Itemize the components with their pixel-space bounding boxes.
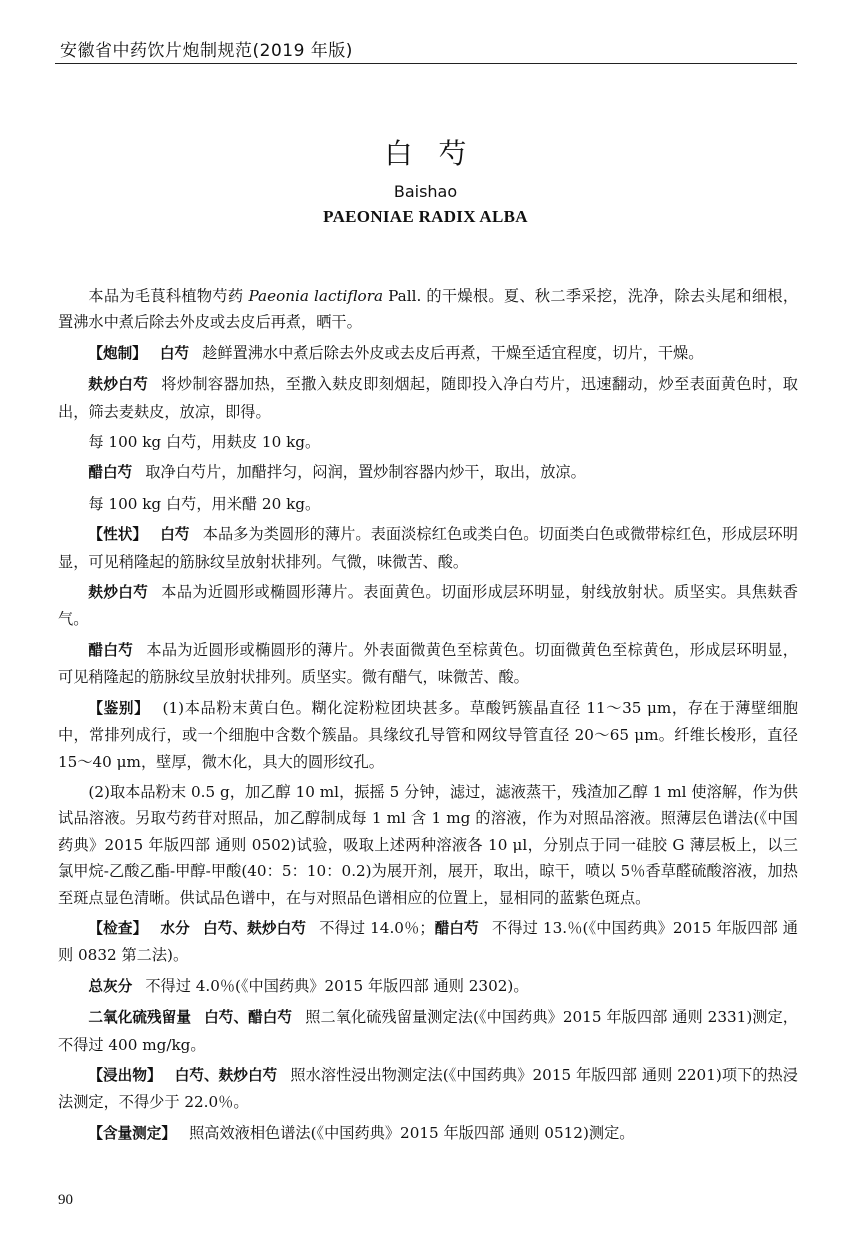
monograph-body <box>58 283 798 1151</box>
paragraph-intro <box>58 283 798 336</box>
running-header-title: 安徽省中药饮片炮制规范(2019 年版) <box>60 41 353 61</box>
paragraph-paozhi-fuchao-ratio <box>58 429 798 455</box>
entry-title-latin: PAEONIAE RADIX ALBA <box>323 207 528 226</box>
bold-heading: 【性状】 <box>88 526 148 544</box>
paragraph-paozhi-cu-ratio <box>58 491 798 517</box>
text-run: 本品多为类圆形的薄片。表面淡棕红色或类白色。切面类白色或微带棕红色，形成层环明显，可见稍隆起的筋脉纹呈放射状排列。气微，味微苦、酸。 <box>58 525 798 571</box>
bold-heading: 【浸出物】 <box>88 1066 162 1084</box>
bold-heading: 总灰分 <box>88 977 133 995</box>
text-run: 本品为毛茛科植物芍药 <box>88 287 249 305</box>
text-run: 本品为近圆形或椭圆形的薄片。外表面微黄色至棕黄色。切面微黄色至棕黄色，形成层环明显，可见稍隆起的筋脉纹呈放射状排列。质坚实。微有醋气，味微苦、酸。 <box>58 640 798 687</box>
bold-heading: 白芍 <box>160 526 190 544</box>
paragraph-paozhi-fuchao <box>58 371 798 425</box>
bold-heading: 【炮制】 <box>88 344 147 362</box>
paragraph-hanliang <box>58 1120 798 1147</box>
text-run: 照水溶性浸出物测定法(《中国药典》2015 年版四部 通则 2201)项下的热浸法测定，不得少于 22.0％。 <box>58 1065 798 1112</box>
paragraph-xingzhuang-baishao <box>58 521 798 575</box>
paragraph-jiancha-shuifen <box>58 915 798 969</box>
text-run: (2)取本品粉末 0.5 g，加乙醇 10 ml，振摇 5 分钟，滤过，滤液蒸干，残渣加乙醇 1 ml 使溶解，作为供试品溶液。另取芍药苷对照品，加乙醇制成每 1 ml 含 1 mg 的溶液，作为对照品溶液。照薄层色谱法(《中国药典》2015 年版四部 通则 0502)试验，吸取上述两种溶液各 10 μl，分别点于同一硅胶 G 薄层板上，以三氯甲烷-乙酸乙酯-甲醇-甲酸(40：5：10：0.2)为展开剂，展开，取出，晾干，喷以 5％香草醛硫酸溶液，加热至斑点显色清晰。供试品色谱中，在与对照品色谱相应的位置上，显相同的蓝紫色斑点。 <box>58 782 798 907</box>
bold-heading: 醋白芍 <box>88 641 134 659</box>
bold-heading: 【检查】 <box>88 919 148 937</box>
paragraph-jianbie-1 <box>58 695 798 775</box>
text-run: 取净白芍片，加醋拌匀，闷润，置炒制容器内炒干，取出，放凉。 <box>145 463 586 482</box>
text-run: 每 100 kg 白芍，用米醋 20 kg。 <box>88 494 321 513</box>
bold-heading: 白芍、麸炒白芍 <box>174 1066 278 1084</box>
bold-heading: 麸炒白芍 <box>88 376 149 394</box>
text-run: Pall. 的干燥根。夏、秋二季采挖，洗净，除去头尾和细根，置沸水中煮后除去外皮或去皮后再煮，晒干。 <box>58 287 799 332</box>
text-run: (1)本品粉末黄白色。糊化淀粉粒团块甚多。草酸钙簇晶直径 11～35 μm，存在于薄壁细胞中，常排列成行，或一个细胞中含数个簇晶。具缘纹孔导管和网纹导管直径 20～65 μm。纤维长梭形，直径 15～40 μm，壁厚，微木化，具大的圆形纹孔。 <box>58 698 798 771</box>
bold-heading: 醋白芍 <box>434 919 479 937</box>
paragraph-xingzhuang-cu <box>58 637 798 691</box>
text-run: 本品为近圆形或椭圆形薄片。表面黄色。切面形成层环明显，射线放射状。质坚实。具焦麸香气。 <box>58 583 798 629</box>
text-run: 趁鲜置沸水中煮后除去外皮或去皮后再煮，干燥至适宜程度，切片，干燥。 <box>202 343 704 362</box>
bold-heading: 二氧化硫残留量 <box>88 1009 191 1027</box>
bold-heading: 【鉴别】 <box>88 699 150 717</box>
bold-heading: 醋白芍 <box>88 464 133 482</box>
entry-title-chinese: 白芍 <box>384 137 493 170</box>
bold-heading: 水分 <box>160 919 190 937</box>
text-run: 不得过 4.0％(《中国药典》2015 年版四部 通则 2302)。 <box>145 976 529 995</box>
paragraph-paozhi-cu <box>58 459 798 486</box>
text-run: 照二氧化硫残留量测定法(《中国药典》2015 年版四部 通则 2331)测定，不得过 400 mg/kg。 <box>58 1008 798 1054</box>
paragraph-xingzhuang-fuchao <box>58 579 798 633</box>
bold-heading: 白芍 <box>159 344 190 362</box>
paragraph-jianbie-2 <box>58 779 798 911</box>
header-rule <box>55 63 797 64</box>
text-run: 照高效液相色谱法(《中国药典》2015 年版四部 通则 0512)测定。 <box>189 1123 635 1142</box>
bold-heading: 白芍、麸炒白芍 <box>203 919 307 937</box>
page-number: 90 <box>58 1192 73 1208</box>
paragraph-jiancha-huifen <box>58 973 798 1000</box>
text-run: 不得过 14.0％； <box>319 918 435 937</box>
text-run: 不得过 13.％(《中国药典》2015 年版四部 通则 0832 第二法)。 <box>58 918 798 965</box>
paragraph-jiancha-so2 <box>58 1004 798 1058</box>
text-run: 将炒制容器加热，至撒入麸皮即刻烟起，随即投入净白芍片，迅速翻动，炒至表面黄色时，取出，筛去麦麸皮，放凉，即得。 <box>58 375 798 421</box>
bold-heading: 【含量测定】 <box>88 1124 176 1142</box>
text-run: 每 100 kg 白芍，用麸皮 10 kg。 <box>88 433 321 452</box>
paragraph-paozhi-baishao <box>58 340 798 367</box>
entry-title-pinyin: Baishao <box>393 182 458 201</box>
paragraph-jinchuwu <box>58 1062 798 1116</box>
bold-heading: 白芍、醋白芍 <box>204 1009 293 1027</box>
italic-term: Paeonia lactiflora <box>248 287 384 305</box>
bold-heading: 麸炒白芍 <box>88 584 149 602</box>
